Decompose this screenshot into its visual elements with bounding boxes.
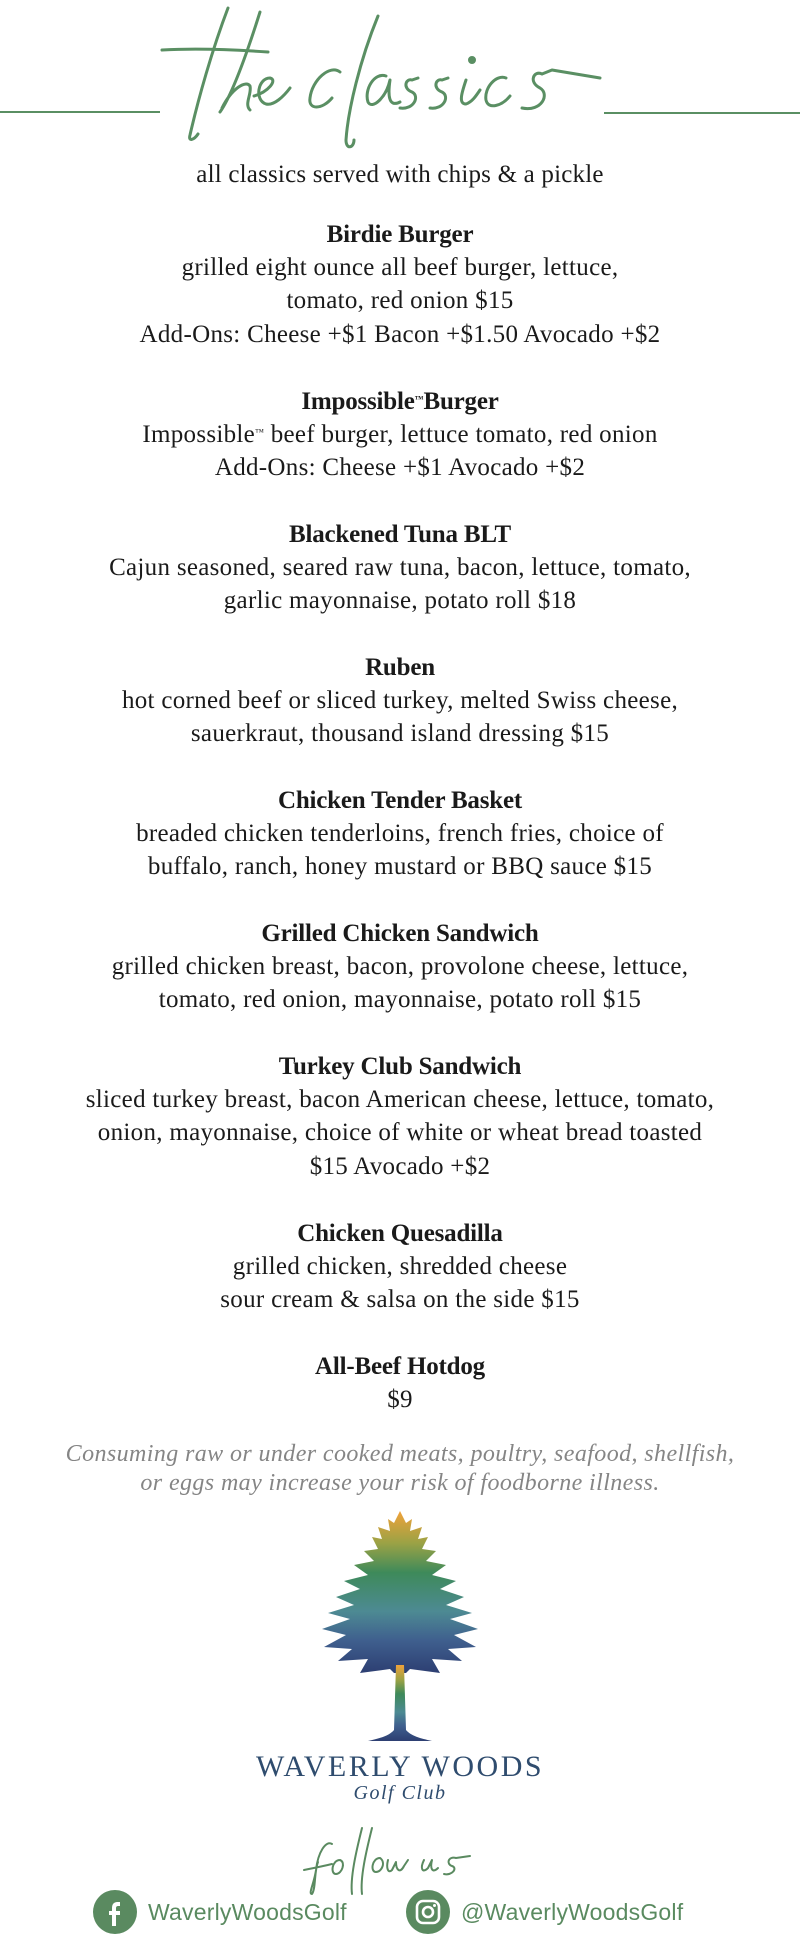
item-name: Chicken Quesadilla [297,1220,503,1247]
item-price: $15 Avocado +$2 [309,1152,491,1180]
menu-item-all-beef-hotdog [0,1350,800,1416]
instagram-handle: @WaverlyWoodsGolf [461,1898,684,1925]
description-part: Impossible [142,421,256,448]
title-rule-left [0,111,160,113]
brand-subtitle: Golf Club [353,1782,447,1804]
item-description: breaded chicken tenderloins, french fries, choice of [136,820,664,847]
item-name: Ruben [365,654,435,681]
item-description: sauerkraut, thousand island dressing $15 [190,720,610,748]
item-description: garlic mayonnaise, potato roll $18 [223,587,577,615]
item-description: grilled chicken breast, bacon, provolone cheese, lettuce, [111,953,689,980]
item-name-part: Burger [423,388,499,415]
item-description: Cajun seasoned, seared raw tuna, bacon, lettuce, tomato, [109,554,691,581]
food-safety-disclaimer [0,1440,800,1498]
facebook-handle: WaverlyWoodsGolf [148,1898,347,1925]
item-price: $9 [387,1386,413,1413]
item-description: sour cream & salsa on the side $15 [220,1286,580,1314]
disclaimer-line: Consuming raw or under cooked meats, poultry, seafood, shellfish, [65,1441,735,1467]
subtitle: all classics served with chips & a pickle [196,161,604,188]
item-name-part: Impossible [301,388,415,415]
item-description [0,418,800,451]
trademark-symbol: ™ [255,427,265,437]
menu-item-turkey-club-sandwich [0,1050,800,1183]
menu-item-chicken-quesadilla [0,1217,800,1317]
item-description: grilled chicken, shredded cheese [232,1253,568,1280]
menu-item-birdie-burger [0,218,800,351]
instagram-link[interactable] [406,1889,683,1935]
page-title [150,0,610,160]
item-name [0,385,800,418]
brand-name: WAVERLY WOODS [255,1750,545,1783]
item-name: Turkey Club Sandwich [278,1053,522,1080]
menu-item-blackened-tuna-blt [0,518,800,618]
item-name: Birdie Burger [326,221,474,248]
facebook-icon [93,1890,137,1934]
item-name: Blackened Tuna BLT [289,521,511,548]
facebook-link[interactable] [93,1889,347,1935]
menu-item-chicken-tender-basket [0,784,800,884]
item-description: tomato, red onion $15 [286,287,514,315]
instagram-icon [406,1890,450,1934]
menu-item-impossible-burger [0,385,800,485]
item-description: grilled eight ounce all beef burger, lettuce, [181,254,619,281]
item-description: buffalo, ranch, honey mustard or BBQ sauce $15 [147,853,653,881]
description-part: beef burger, lettuce tomato, red onion [264,421,658,448]
item-name: All-Beef Hotdog [315,1353,485,1380]
tree-icon [300,1505,500,1747]
trademark-symbol: ™ [414,394,424,404]
item-description: sliced turkey breast, bacon American cheese, lettuce, tomato, [85,1086,715,1113]
item-addons: Add-Ons: Cheese +$1 Avocado +$2 [214,454,586,482]
item-description: hot corned beef or sliced turkey, melted Swiss cheese, [121,687,679,714]
item-name: Chicken Tender Basket [277,787,522,814]
menu-item-grilled-chicken-sandwich [0,917,800,1017]
item-addons: Add-Ons: Cheese +$1 Bacon +$1.50 Avocado +$2 [139,320,661,348]
item-name: Grilled Chicken Sandwich [261,920,539,947]
menu-item-ruben [0,651,800,751]
item-description: onion, mayonnaise, choice of white or wheat bread toasted [97,1119,703,1147]
title-rule-right [604,112,800,114]
disclaimer-line: or eggs may increase your risk of foodborne illness. [140,1470,660,1496]
item-description: tomato, red onion, mayonnaise, potato roll $15 [158,986,642,1014]
